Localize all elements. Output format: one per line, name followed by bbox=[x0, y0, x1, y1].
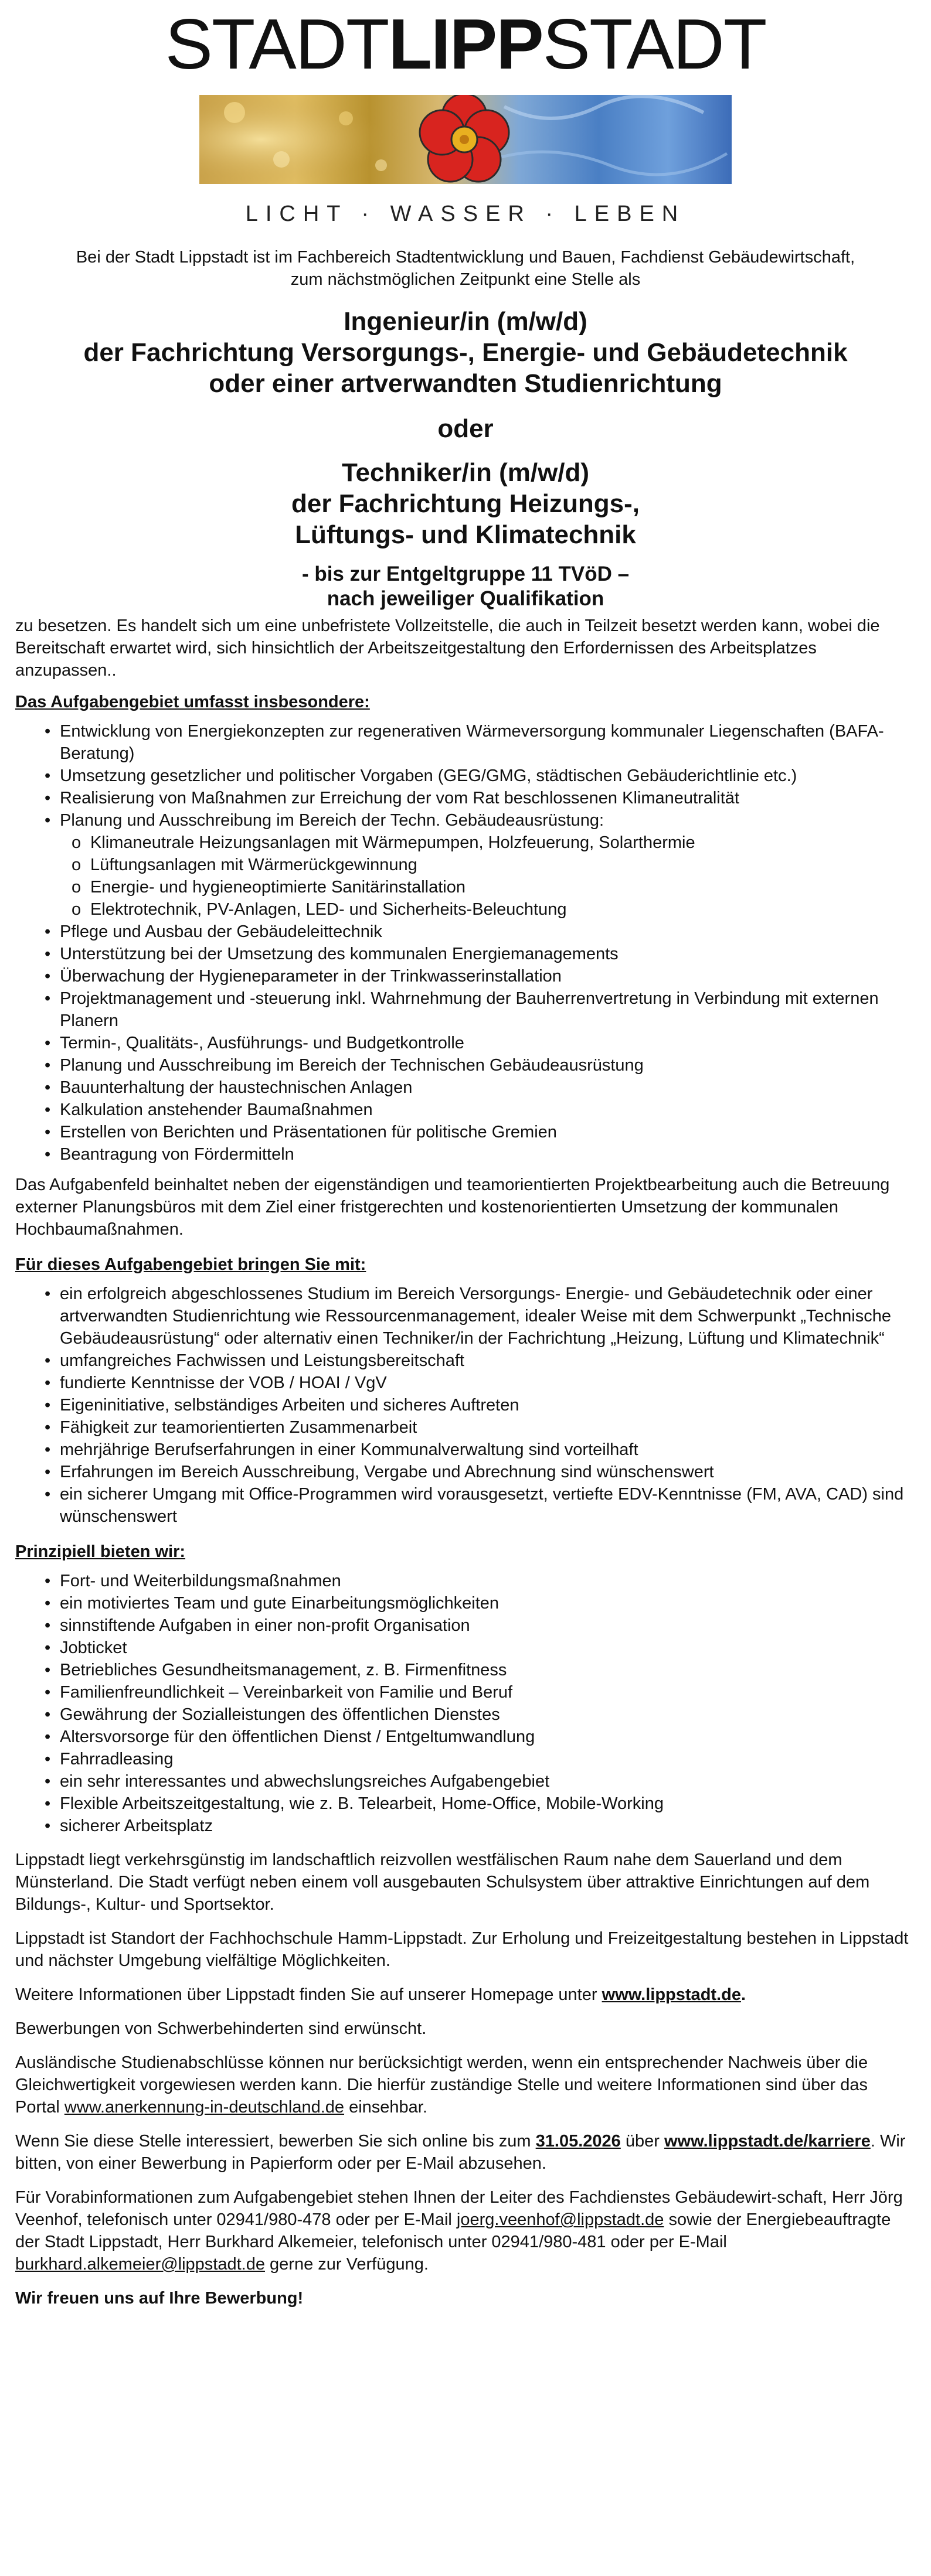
list-item: • Flexible Arbeitszeitgestaltung, wie z. B. Telearbeit, Home-Office, Mobile-Working bbox=[36, 1793, 916, 1815]
application-text: Wenn Sie diese Stelle interessiert, bewerben Sie sich online bis zum bbox=[15, 2132, 536, 2151]
list-item: • ein motiviertes Team und gute Einarbeitungsmöglichkeiten bbox=[36, 1592, 916, 1614]
logo-word-stadt: STADT bbox=[165, 4, 389, 84]
homepage-paragraph bbox=[15, 1984, 916, 2006]
tasks-heading: Das Aufgabengebiet umfasst insbesondere: bbox=[15, 693, 370, 711]
tasks-summary: Das Aufgabenfeld beinhaltet neben der eigenständigen und teamorientierten Projektbearbeitung auch die Betreuung externer Planungsbüros mit dem Ziel einer fristgerechten und kostenorientierten Umsetzung der kommunalen Hochbaumaßnahmen. bbox=[15, 1175, 890, 1239]
logo-word-stadt-2: STADT bbox=[542, 4, 766, 84]
requirements-section bbox=[15, 1253, 916, 1528]
intro-line-2: zum nächstmöglichen Zeitpunkt eine Stelle als bbox=[290, 270, 641, 289]
list-item: • Eigeninitiative, selbständiges Arbeiten und sicheres Auftreten bbox=[36, 1394, 916, 1416]
list-item: • Kalkulation anstehender Baumaßnahmen bbox=[36, 1099, 916, 1121]
list-item: • Erfahrungen im Bereich Ausschreibung, Vergabe und Abrechnung sind wünschenswert bbox=[36, 1461, 916, 1483]
closing-line: Wir freuen uns auf Ihre Bewerbung! bbox=[15, 2289, 304, 2308]
list-item: • Erstellen von Berichten und Präsentationen für politische Gremien bbox=[36, 1121, 916, 1143]
contact-email-veenhof-link[interactable]: joerg.veenhof@lippstadt.de bbox=[456, 2210, 664, 2229]
job-title-engineer: Ingenieur/in (m/w/d) bbox=[344, 307, 587, 336]
list-item: • Projektmanagement und -steuerung inkl. Wahrnehmung der Bauherrenvertretung in Verbindung mit externen Planern bbox=[36, 987, 916, 1032]
logo-word-lipp: LIPP bbox=[388, 4, 543, 84]
application-deadline: 31.05.2026 bbox=[535, 2132, 621, 2151]
logo-wordmark bbox=[0, 4, 931, 84]
foreign-degree-text: Ausländische Studienabschlüsse können nur berücksichtigt werden, wenn ein entsprechender Nachweis über die Gleichwertigkeit vorgewiesen werden kann. Die hierfür zuständige Stelle und weitere Informationen sind über das Portal bbox=[15, 2053, 868, 2117]
contact-paragraph bbox=[15, 2186, 916, 2275]
tasks-list-continued bbox=[15, 921, 916, 1166]
list-item: • Überwachung der Hygieneparameter in der Trinkwasserinstallation bbox=[36, 965, 916, 987]
list-item: • umfangreiches Fachwissen und Leistungsbereitschaft bbox=[36, 1350, 916, 1372]
list-item: • Betriebliches Gesundheitsmanagement, z. B. Firmenfitness bbox=[36, 1659, 916, 1681]
list-item: • Fort- und Weiterbildungsmaßnahmen bbox=[36, 1570, 916, 1592]
homepage-text: Weitere Informationen über Lippstadt finden Sie auf unserer Homepage unter bbox=[15, 1985, 602, 2004]
tasks-list bbox=[15, 720, 916, 832]
city-logo bbox=[0, 0, 931, 234]
job-title-field-4: Lüftungs- und Klimatechnik bbox=[295, 520, 636, 549]
sub-list-item: o Energie- und hygieneoptimierte Sanitärinstallation bbox=[72, 876, 916, 898]
job-title-field-1: der Fachrichtung Versorgungs-, Energie- und Gebäudetechnik bbox=[83, 338, 848, 367]
recognition-portal-link[interactable]: www.anerkennung-in-deutschland.de bbox=[64, 2098, 345, 2117]
job-title-or: oder bbox=[437, 414, 494, 443]
logo-tagline: LICHT · WASSER · LEBEN bbox=[245, 202, 686, 226]
list-item: • Planung und Ausschreibung im Bereich der Technischen Gebäudeausrüstung bbox=[36, 1054, 916, 1076]
foreign-degree-paragraph bbox=[15, 2052, 916, 2118]
intro-line-1: Bei der Stadt Lippstadt ist im Fachbereich Stadtentwicklung und Bauen, Fachdienst Gebäudewirtschaft, bbox=[76, 248, 855, 267]
list-item: • Altersvorsorge für den öffentlichen Dienst / Entgeltumwandlung bbox=[36, 1726, 916, 1748]
offer-list bbox=[15, 1570, 916, 1837]
foreign-degree-text-end: einsehbar. bbox=[344, 2098, 427, 2117]
job-title-field-2: oder einer artverwandten Studienrichtung bbox=[209, 369, 722, 398]
sub-list-item: o Klimaneutrale Heizungsanlagen mit Wärmepumpen, Holzfeuerung, Solarthermie bbox=[72, 832, 916, 854]
employment-terms: zu besetzen. Es handelt sich um eine unbefristete Vollzeitstelle, die auch in Teilzeit besetzt werden kann, wobei die Bereitschaft erwartet wird, sich hinsichtlich der Arbeitszeitgestaltung den Erfordernissen des Arbeitsplatzes anzupassen.. bbox=[15, 616, 880, 680]
offer-section bbox=[15, 1541, 916, 1837]
list-item-text: Planung und Ausschreibung im Bereich der Techn. Gebäudeausrüstung: bbox=[60, 811, 604, 830]
application-paragraph bbox=[15, 2130, 916, 2175]
list-item: • Jobticket bbox=[36, 1637, 916, 1659]
list-item: • Fahrradleasing bbox=[36, 1748, 916, 1770]
sub-list-item: o Lüftungsanlagen mit Wärmerückgewinnung bbox=[72, 854, 916, 876]
list-item: • Familienfreundlichkeit – Vereinbarkeit von Familie und Beruf bbox=[36, 1681, 916, 1703]
job-title-block bbox=[15, 306, 916, 611]
list-item: • sinnstiftende Aufgaben in einer non-profit Organisation bbox=[36, 1614, 916, 1637]
list-item: • Pflege und Ausbau der Gebäudeleittechnik bbox=[36, 921, 916, 943]
list-item: • Beantragung von Fördermitteln bbox=[36, 1143, 916, 1166]
sub-list-item: o Elektrotechnik, PV-Anlagen, LED- und Sicherheits-Beleuchtung bbox=[72, 898, 916, 921]
list-item: • ein erfolgreich abgeschlossenes Studium im Bereich Versorgungs- Energie- und Gebäudetechnik oder einer artverwandten Studienrichtung wie Ressourcenmanagement, idealer Weise mit dem Schwerpunkt „Technische Gebäudeausrüstung“ oder alternativ einen Techniker/in der Fachrichtung „Heizung, Lüftung und Klimatechnik“ bbox=[36, 1283, 916, 1350]
list-item: • Umsetzung gesetzlicher und politischer Vorgaben (GEG/GMG, städtischen Gebäuderichtlinie etc.) bbox=[36, 765, 916, 787]
homepage-period: . bbox=[740, 1985, 746, 2004]
job-title-technician: Techniker/in (m/w/d) bbox=[341, 458, 590, 487]
requirements-list bbox=[15, 1283, 916, 1528]
list-item: • Fähigkeit zur teamorientierten Zusammenarbeit bbox=[36, 1416, 916, 1439]
list-item: • ein sicherer Umgang mit Office-Programmen wird vorausgesetzt, vertiefte EDV-Kenntnisse (FM, AVA, CAD) sind wünschenswert bbox=[36, 1483, 916, 1528]
logo-banner-graphic bbox=[199, 95, 732, 184]
list-item: • Gewährung der Sozialleistungen des öffentlichen Dienstes bbox=[36, 1703, 916, 1726]
tasks-section bbox=[15, 691, 916, 1241]
list-item: • Termin-, Qualitäts-, Ausführungs- und Budgetkontrolle bbox=[36, 1032, 916, 1054]
list-item: • Unterstützung bei der Umsetzung des kommunalen Energiemanagements bbox=[36, 943, 916, 965]
location-paragraph: Lippstadt liegt verkehrsgünstig im landschaftlich reizvollen westfälischen Raum nahe dem Sauerland und dem Münsterland. Die Stadt verfügt neben einem voll ausgebauten Schulsystem über attraktive Einrichtungen auf dem Bildungs-, Kultur- und Sportsektor. bbox=[15, 1851, 870, 1914]
application-text-end: . Wir bitten, von einer Bewerbung in Papierform oder per E-Mail abzusehen. bbox=[15, 2132, 906, 2173]
requirements-heading: Für dieses Aufgabengebiet bringen Sie mit: bbox=[15, 1255, 366, 1274]
list-item: • sicherer Arbeitsplatz bbox=[36, 1815, 916, 1837]
contact-text-2: sowie der Energiebeauftragte der Stadt Lippstadt, Herr Burkhard Alkemeier, telefonisch unter 02941/980-481 oder per E-Mail bbox=[15, 2210, 891, 2251]
career-page-link[interactable]: www.lippstadt.de/karriere bbox=[664, 2132, 871, 2151]
application-text-mid: über bbox=[620, 2132, 664, 2151]
contact-text-1: Für Vorabinformationen zum Aufgabengebiet stehen Ihnen der Leiter des Fachdienstes Gebäudewirt-schaft, Herr Jörg Veenhof, telefonisch unter 02941/980-478 oder per E-Mail bbox=[15, 2188, 903, 2229]
contact-text-3: gerne zur Verfügung. bbox=[265, 2255, 429, 2274]
list-item: • Realisierung von Maßnahmen zur Erreichung der vom Rat beschlossenen Klimaneutralität bbox=[36, 787, 916, 809]
contact-email-alkemeier-link[interactable]: burkhard.alkemeier@lippstadt.de bbox=[15, 2255, 265, 2274]
pay-grade: - bis zur Entgeltgruppe 11 TVöD – bbox=[301, 563, 630, 585]
pay-grade-note: nach jeweiliger Qualifikation bbox=[327, 587, 604, 610]
list-item: • ein sehr interessantes und abwechslungsreiches Aufgabengebiet bbox=[36, 1770, 916, 1793]
university-paragraph: Lippstadt ist Standort der Fachhochschule Hamm-Lippstadt. Zur Erholung und Freizeitgestaltung bestehen in Lippstadt und nächster Umgebung vielfältige Möglichkeiten. bbox=[15, 1929, 909, 1970]
tasks-sublist bbox=[72, 832, 916, 921]
list-item bbox=[36, 809, 916, 832]
disability-paragraph: Bewerbungen von Schwerbehinderten sind erwünscht. bbox=[15, 2019, 427, 2038]
offer-heading: Prinzipiell bieten wir: bbox=[15, 1542, 186, 1561]
list-item: • Entwicklung von Energiekonzepten zur regenerativen Wärmeversorgung kommunaler Liegenschaften (BAFA-Beratung) bbox=[36, 720, 916, 765]
job-title-field-3: der Fachrichtung Heizungs-, bbox=[291, 489, 640, 518]
intro-text bbox=[15, 246, 916, 291]
ad-content bbox=[15, 246, 916, 2309]
list-item: • fundierte Kenntnisse der VOB / HOAI / VgV bbox=[36, 1372, 916, 1394]
list-item: • mehrjährige Berufserfahrungen in einer Kommunalverwaltung sind vorteilhaft bbox=[36, 1439, 916, 1461]
list-item: • Bauunterhaltung der haustechnischen Anlagen bbox=[36, 1076, 916, 1099]
logo-banner-image bbox=[199, 95, 732, 184]
homepage-link[interactable]: www.lippstadt.de bbox=[602, 1985, 741, 2004]
